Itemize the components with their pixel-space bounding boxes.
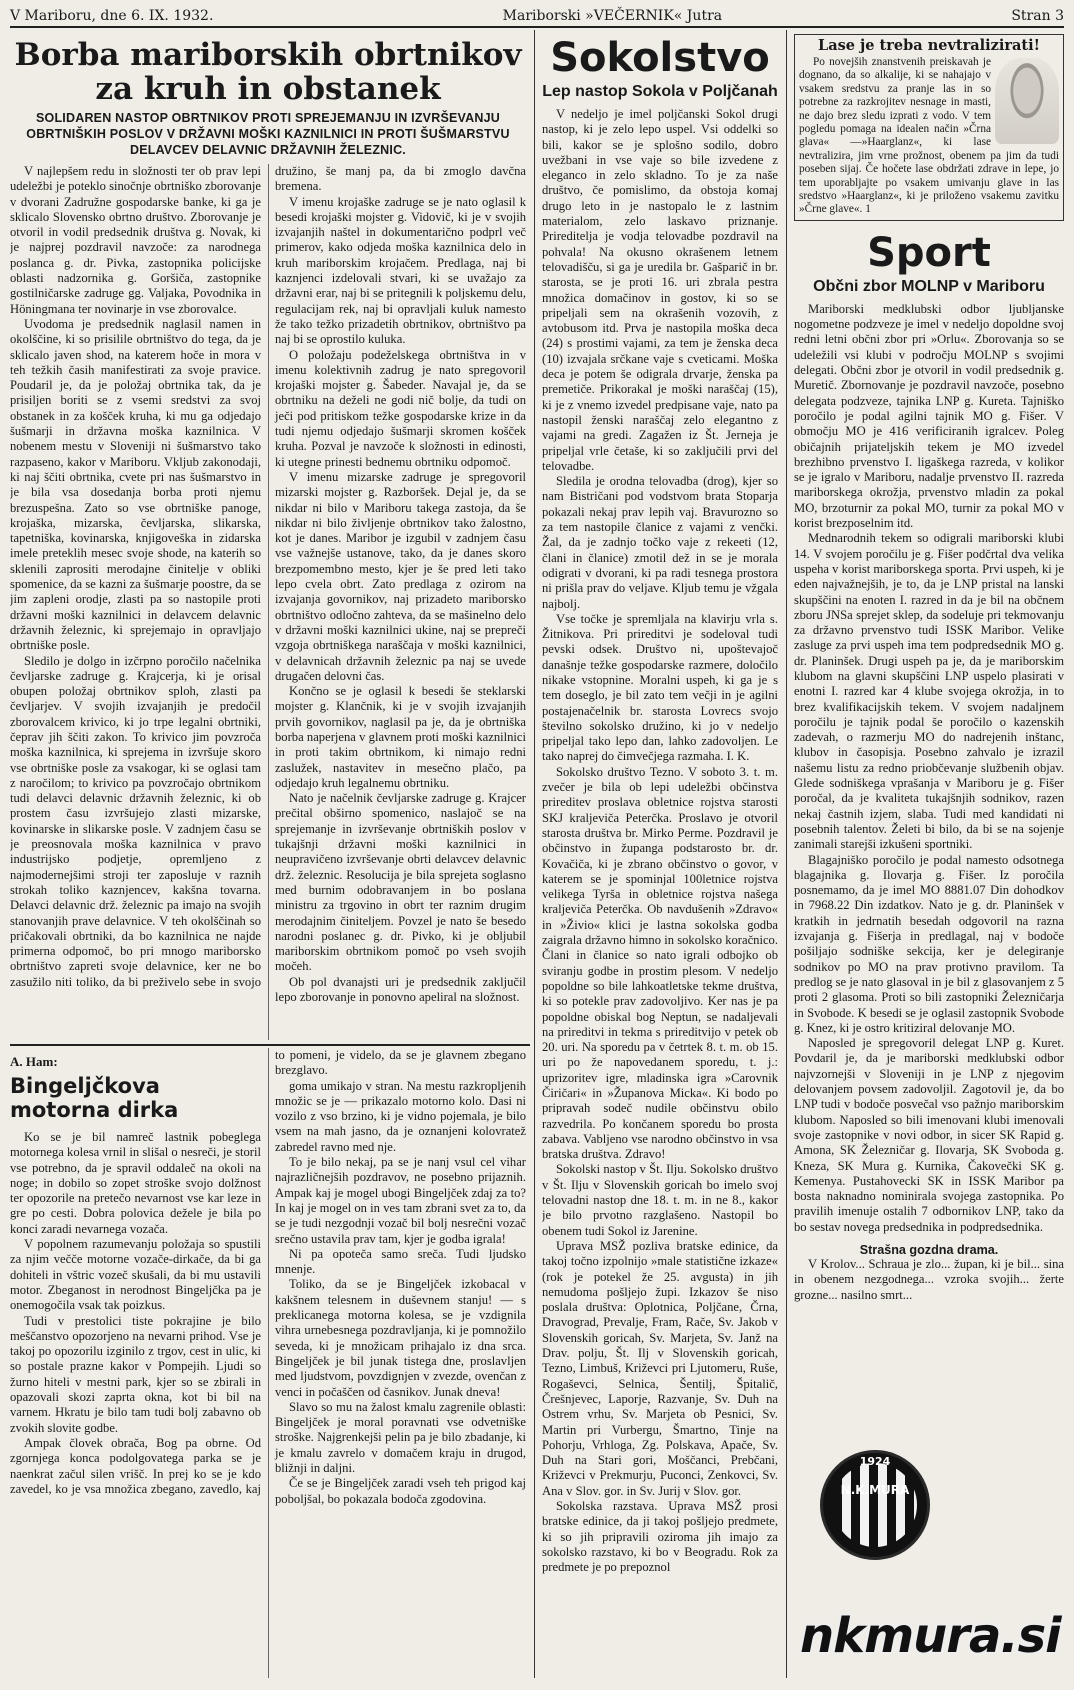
lead-paragraph: V imenu mizarske zadruge je spregovoril mizarski mojster g. Razboršek. Dejal je, da se nikdar ni bilo v Mariboru takega zastoja, da še nikdar ni bilo življenje obrtnikov tako žalostno, kot je danes. Maribor je izgubil v zadnjem času vse važnejše ustanove, tako, da je danes skoro brezpomembno mesto, kjer je še pred leti tako lepo cvela obrt. Zato predlaga z ozirom na izvajanja govornikov, naj prizadeto mariborsko obrtništvo odločno zahteva, da se mašinelno delo v državni moški kaznilnici ukine, naj se prepreči vzgoja obrtniškega naraščaja v moški kaznilnici, v delavnicah državnih železnic pa naj se uvede drugačen delovni čas. <box>275 469 526 683</box>
sport-paragraph: Mednarodnih tekem so odigrali mariborski klubi 14. V svojem poročilu je g. Fišer podčrtal dva velika uspeha v korist mariborskega sporta. Prvi uspeh, ki je eden najvažnejših, je to, da je LNP pristal na lanski skupščini na enoten I. razred in da je bil na občnem zboru JNSa sprejet sklep, da sodeluje pri tekmovanju za državno prvenstvo tudi ISSK Maribor. Velike zasluge za prvi uspeh ima tem podpredsednik MO g. dr. Planinšek. Drugi uspeh pa je, da je mariborskim klubom na glavni skupščini LNP uspelo plasirati v enotni I. razred kar 4 klube svojega okrožja, in to brez kvalifikacijskih tekem. V svojem nadaljnem poročilu je tajnik podal še poročilo o kazenskih zadevah, o razmerju MO do nadrejenih inštanc, klubov in časopisja. Posebno zahvalo je izrazil našemu listu za redno priobčevanje službenih objav. Glede sodniškega vprašanja v Mariboru je g. Fišer poročal, da je kvaliteta tukajšnjih sodnikov, razen nekaj častnih izjem, slaba. Tudi med kandidati ni posebnih talentov. Želeti bi bilo, da bi se na sojenje zanimali starejši izkušeni sportniki. <box>794 531 1064 852</box>
story-paragraph: Ko se je bil namreč lastnik pobeglega motornega kolesa vrnil in slišal o nesreči, je storil vse potrebno, da je spravil oddaleč na okoli na noge; in dobilo so zopet stroške svojo dolžnost ter opozorile na pretečo nevarnost vse kar leze in gre po cesti. Dobra polovica dežele je bila po konci zaradi nevarnega vozača. <box>10 1130 261 1236</box>
lead-paragraph: V imenu krojaške zadruge se je nato oglasil k besedi krojaški mojster g. Vidovič, ki je v svojih izvajanjih naštel in dokumentarično podprl več primerov, kako odjeda moška kaznilnica delo in kruh mariborskim krojačem. Predlaga, naj bi kaznjenci izdelovali stvari, ki se uvažajo za državni erar, naj bi se pritegnili k poljskemu delu, regulacijam rek, naj bi opravljali kuluk namesto že tako težko prizadetih obrtnikov, obrtništvo pa naj bi se oprostilo kuluka. <box>275 194 526 347</box>
lead-body <box>10 164 526 1040</box>
sokolstvo-paragraph: Sledila je orodna telovadba (drog), kjer so nam Bistričani pod vodstvom brata Stoparja pokazali nekaj prav lepih vaj. Bravurozno so za tem nastopile članice z vajami z venčki. Žal, da je zadnjo točko vaje z rekeeti (12, člani in članice) zmotil dež in se je morala odigrati v dvorani, ki pa radi tesnega prostora ni prišla prav do veljave. Kljub temu je vžgala najbolj. <box>542 474 778 611</box>
sokolstvo-subtitle: Lep nastop Sokola v Poljčanah <box>542 83 778 100</box>
advertisement-box <box>794 34 1064 221</box>
sokolstvo-paragraph: Sokolsko društvo Tezno. V soboto 3. t. m. zvečer je bila ob lepi udeležbi občinstva prireditev proslava obletnice rojstva starosti SKJ kraljeviča Peterčka. Proslavo je otvoril starosta društva br. Mirko Perme. Pozdravil je občinstvo in županga podstarosto br. dr. Kovačiča, ki je zbrano občinstvo o govor, v katerem se je spominjal 100letnice rojstva velikega Tyrša in obletnice rojstva našega kraljeviča Peterčka. Ob navdušenih »Zdravo« in »Živio« klici je lastna sokolska godba zaigrala državno himno in sokolsko koračnico. Člani in članice so nato igrali odbojko ob sviranju godbe in prostim plesom. V nedeljo popoldne so bile lahkoatletske tekme društva, ki so potekle prav zadovoljivo. Ker nas je pa popoldne obiskal bog Neptun, se nadaljevali na prireditvi in tekma s prireditvijo v petek ob 20. uri. Na sporedu pa v četrtek 8. t. m. ob 15. uri po že napovedanem sporedu, t. j.: uprizoritev igre, mladinska igra »Carovnik Čiričari« in »Županova Micka«. Ki bodo po pripravah sodeč nudile občinstvu obilo razvedrila. Po končanem sporedu bo prosta zabava. Vabljeno vse narodno občinstvo in vsa bratska društva. Zdravo! <box>542 764 778 1162</box>
sokolstvo-paragraph: V nedeljo je imel poljčanski Sokol drugi nastop, ki je zelo lepo uspel. Vsi oddelki so bili, kakor se je splošno sodilo, dobro uvežbani in vse vaje so bile izvedene z eleganco in zelo skladno. To je za naše društvo, če pomislimo, da obstoja komaj drugo leto in je nastopalo le z lastnim materialom, zelo laskavo priznanje. Prireditelja je vodja telovadbe pozdravil na pohvala! Na okusno okrašenem letnem telovadišču, si ga je uredila br. Gašparič in br. starosta, se je proti 16. uri zbrala pestra množica domačinov in gostov, ki so se pripeljali sem na okrašenih vozovih, z avtobusom itd. Prva je nastopila moška deca (24) s prostimi vajami, za tem je ženska deca (10) izvajala srčkane vaje s cveticami. Moška deca je potem še odigrala drvarje, ženska pa premetiče. Prikorakal je moški naraščaj (15), ki je z vnemo izvedel predpisane vaje, nato pa nastopil ženski naraščaj zelo elegantno z vajami na gredi. Zagažen iz Št. Jerneja je pripeljal vrle četaše, ki so zaključili prvi del telovadbe. <box>542 107 778 473</box>
sokolstvo-paragraph: Sokolska razstava. Uprava MSŽ prosi bratske edinice, da ji takoj pošljejo predmete, ki so jih pripravili oziroma jih imajo za sokolsko razstavo, ki bo v Beogradu. Rok za predmete je po prepoznol <box>542 1499 778 1575</box>
story-paragraph: Toliko, da se je Bingeljček izkobacal v kakšnem telesnem in duševnem stanju! — s preklicanega motorna kolesa, se je vzdignila vihra urnebesnega pozdravljanja, ki je pomnožilo seveda, ki je množicam prihajalo iz dna srca. Bingeljček je bil junak tistega dne, proslavljen med ljudstvom, povzdignjen v zvezde, ovenčan z venci in počaščen od časnikov. Junak dneva! <box>275 1277 526 1399</box>
sokolstvo-title: Sokolstvo <box>550 35 770 81</box>
story-paragraph: Ampak človek obrača, Bog pa obrne. Od zgornjega konca podolgovatega parka se je naenkrat začul silen vrišč. In prej ko se je kdo zavedel, ko je vsa množica zbegano, zavedlo, kaj to pomeni, je videlo, da se je glavnem zbegano brezglavo. <box>10 1048 526 1496</box>
lead-paragraph: Končno se je oglasil k besedi še steklarski mojster g. Klančnik, ki je v svojih izvajanjih prvih govornikov, naglasil pa je, da je obrtniška borba naperjena v glavnem proti moški kaznilnici in proti takim obrtnikom, ki nimajo redni zaslužek, nastavitev in mesečno plačo, pa odjedajo kruh legalnemu obrtniku. <box>275 684 526 790</box>
story-paragraph: Če se je Bingeljček zaradi vseh teh prigod kaj poboljšal, bo pokazala bodoča zgodovina. <box>275 1476 526 1506</box>
lead-paragraph: Nato je načelnik čevljarske zadruge g. Krajcer prečital obširno spomenico, naslajoč se na sprejemanje in izvrševanje obrtniških poslov v tukajšnji državni moški kaznilnici in neupravičeno izvrševanje obrti delavcev delavnic drž. železnic. Resolucija je bila sprejeta soglasno med burnim odobravanjem in bo poslana ministru za trgovino in obrt ter raznim drugim merodajnim činiteljem. Povzel je nato še besedo narodni poslanec g. dr. Pivko, ki je obljubil mariborskim obrtnikom pomoč po vseh svojih močeh. <box>275 791 526 974</box>
sokolstvo-paragraph: Uprava MSŽ pozliva bratske edinice, da takoj točno izpolnijo »male statistične izkaze« (rok je potekel že 25. avgusta) in jih nemudoma pošljejo župi. Izkazov še niso poslala društva: Oplotnica, Poljčane, Črna, Dravograd, Prevalje, Fram, Rače, Sv. Jakob v Slovenskih goricah, Sv. Marjeta, Sv. Janž na Drav. polju, Št. Ilj v Slovenskih goricah, Tezno, Limbuš, Križevci pri Ljutomeru, Ruše, Rogaševci, Selnica, Šentilj, Špitalič, Črešnjevec, Laporje, Razvanje, Sv. Duh na Ostrem vrhu, Sv. Marjeta ob Pesnici, Sv. Martin pri Vurbergu, Šmartno, Tinje na Pohorju, Vrhloga, Zg. Polskava, Apače, Sv. Duh na Stari gori, Moščanci, Prebčani, Križevci v Prekmurju, Puconci, Zenkovci, Sv. Ana v Slov. gor. in Sv. Jurij v Slov. gor. <box>542 1238 778 1498</box>
story-paragraph: Slavo so mu na žalost kmalu zagrenile oblasti: Bingeljček je moral poravnati vse odvetniške stroške. Najgrenkejši pelin pa je bilo zbadanje, ki je kmalu zavrelo v domačem kraju in drugod, bližnji in daljni. <box>275 1399 526 1476</box>
advertisement-text: Po novejših znanstvenih preiskavah je dognano, da so alkalije, ki se nahajajo v vsakem sredstvu za pranje las in so potrebne za razkrojitev nesnage in masti, ne dajo brez sledu izprati z vodo. V tem pogledu pomaga na idealen način »Črna glava« —»Haarglanz«, ki lase nevtralizira, jim vrne prožnost, obenem pa jim da tudi poseben sijaj. Če hočete lase obdržati zdrave in lepe, jo tem uporabljajte po vsakem umivanju glave in las sredstvo »Haarglanz«, ki je priloženo vsakemu zavitku »Črne glave«. 1 <box>799 56 1059 216</box>
sokolstvo-paragraph: Sokolski nastop v Št. Ilju. Sokolsko društvo v Št. Ilju v Slovenskih goricah bo imelo svoj telovadni nastop dne 18. t. m. in ne 8., kakor je bilo prvotno razglašeno. Nastopil bo obenem tudi Sokol iz Jarenine. <box>542 1162 778 1238</box>
story-paragraph: Ni pa opoteča samo sreča. Tudi ljudsko mnenje. <box>275 1246 526 1277</box>
story-title: Bingeljčkova motorna dirka <box>10 1074 179 1122</box>
sokolstvo-paragraph: Vse točke je spremljala na klavirju vrla s. Žitnikova. Pri prireditvi je sodeloval tudi pevski odsek. Društvo ni, upoštevajoč današnje težke gospodarske razmere, določilo nikake vstopnine. Moralni uspeh, ki ga je s tem doseglo, je bil zato tem večji in je agilni postajenačelnik br. starosta Lovrecs svojo številno sokolsko družino, ki jo v nedeljo pripeljal tako lepo dan, lahko zadovoljen. Le tako naprej do čimvečjega razmaha. I. K. <box>542 611 778 764</box>
lead-title: Borba mariborskih obrtnikov za kruh in obstanek <box>14 37 522 107</box>
header-page-number: Stran 3 <box>1011 8 1064 24</box>
story-paragraph: goma umikajo v stran. Na mestu razkropljenih množic se je — prikazalo motorno kolo. Dasi ni vozilo z vso brzino, ki je vidno pojemala, je bilo vsem na mah jasno, da je oznanjeni kolovratež zabredel ravno med nje. <box>275 1078 526 1154</box>
lead-article <box>10 30 526 1040</box>
right-column <box>794 30 1064 1682</box>
site-watermark: nkmura.si <box>800 1608 1061 1664</box>
sokolstvo-section <box>542 30 778 1682</box>
sport-last-text: V Krolov... Schraua je zlo... župan, ki je bil... sina in obenem nezgodnega... vzroka svojih... žerte grozne... nasilno smrt... <box>794 1256 1064 1302</box>
lead-subtitle: SOLIDAREN NASTOP OBRTNIKOV PROTI SPREJEMANJU IN IZVRŠEVANJU OBRTNIŠKIH POSLOV V DRŽAVNI MOŠKI KAZNILNICI IN PROTI ŠUŠMARSTVU DELAVCEV DELAVNIC DRŽAVNIH ŽELEZNIC. <box>26 111 510 157</box>
story-paragraph: To je bilo nekaj, pa se je nanj vsul cel vihar najrazličnejših pozdravov, ne posebno prijaznih. Ampak kaj je mogel ubogi Bingeljček zdaj za to? In kaj je mogel on in ves tam zbrani svet za to, da se je tudi nezgodnji vozač bil bolj nesrečni vozač srečno ustavila prav tam, kjer je godba igrala! <box>275 1155 526 1246</box>
sport-paragraph: Naposled je spregovoril delegat LNP g. Kuret. Povdaril je, da je mariborski medklubski odbor najvzornejši v Sloveniji in je LNP z njegovim delovanjem povsem zadovoljil. Zagotovil je, da bo LNP tudi v bodoče posvečal vso pažnjo mariborskim klubom. Naposled so bili imenovani klubi imenovali svoje zastopnike v novi odbor, in sicer SK Rapid g. Amona, SK Železničar g. Ilovarja, SK Svoboda g. Kneza, SK Mura g. Kurnika, Čakovečki SK g. Kemenya. Pustahovecki SK in ISSK Maribor pa bosta naknadno nominirala svojega zastopnika. Po pravilih imenuje ostalih 7 odbornikov LNP, tako da bo sestav novega predsednika in podpredsednika. <box>794 1036 1064 1234</box>
column-divider <box>534 30 535 1678</box>
advertisement-title: Lase je treba nevtralizirati! <box>818 37 1040 54</box>
header-masthead: Mariborski »VEČERNIK« Jutra <box>502 8 723 24</box>
logo-year: 1924 <box>859 1455 891 1468</box>
column-divider <box>786 30 787 1678</box>
story-article <box>10 1048 526 1680</box>
logo-name: N.K.MURA <box>840 1483 910 1497</box>
header-date: V Mariboru, dne 6. IX. 1932. <box>10 8 214 24</box>
club-logo <box>820 1450 930 1560</box>
lead-paragraph: Ob pol dvanajsti uri je predsednik zaključil lepo zborovanje in ponovno apeliral na složnost. <box>275 974 526 1005</box>
lead-paragraph: Uvodoma je predsednik naglasil namen in okolščine, ki so prisilile obrtništvo do tega, da je sklicalo javen shod, na katerem hoče in mora v teh težkih časih manifestirati za svoje pravice. Poudaril je, da je položaj obrtnika tak, da je prisiljen boriti se z vsemi sredstvi za svoj obstanek in za košček kruha, ki mu ga odjedajo šušmarji in državna moška kaznilnica. V nobenem mestu v Sloveniji ni šušmarstvo tako razpaseno, kakor v Mariboru. Vkljub zakonodaji, ki naj ščiti obrtnika, cvete pri nas šušmarstvo in je bila vsa dosedanja borba proti njemu brezuspešna. Zato so vse obrtniške panoge, krojaška, mizarska, čevljarska, slikarska, tapetniška, kovinarska, knjigoveška in zidarska imele preteklih mesec svoje shode, na katerih so sklenili zaprositi merodajne činitelje v obliki spomenice, da se kazni za šušmarje poostre, da se jim zapleni orodje, zlasti pa so nastopile proti državni moški kaznilnici in delavcem delavnic državnih železnic, ki sprejemajo in opravljajo obrtniške posle. <box>10 316 261 653</box>
sport-last-heading: Strašna gozdna drama. <box>859 1242 999 1257</box>
sport-paragraph: Mariborski medklubski odbor ljubljanske nogometne podzveze je imel v nedeljo dopoldne svoj redni letni občni zbor pri »Orlu«. Zborovanja so se udeležili vsi klubi v področju MOLNP s svojimi delegati. Občni zbor je otvoril in vodil predsednik g. Muretič. Zbornovanje je pozdravil navzoče, posebno delegata podzveze, tajnika LNP g. Kureta. Tajniško poročilo je podal agilni tajnik MO g. Fišer. V območju MO je 416 verificiranih igralcev. Poleg običajnih prijateljskih tekem je MO izvedel brezhibno prvenstvo I. ligaškega razreda, v kolikor se je igralo v Mariboru, nadalje prvenstvo II. razreda mariborskega okrožja, prvenstvo mladin za pokal MO, brzoturnir za pokal MO, turnir za pokal MO v korist brezposelnim itd. <box>794 301 1064 531</box>
portrait-illustration <box>995 58 1059 144</box>
sport-subtitle: Občni zbor MOLNP v Mariboru <box>813 277 1045 295</box>
sport-title: Sport <box>867 229 991 276</box>
lead-paragraph: O položaju podeželskega obrtništva in v imenu kolektivnih zadrug je nato spregovoril krojaški mojster g. Šabeder. Navajal je, da se obrtniku na deželi ne godi nič bolje, da tudi on ječi pod pritiskom težke gospodarske krize in da tudi njemu odjedajo šušmarji skromen košček kruha. Pozval je navzoče k složnosti in edinosti, ki utegne prinesti bednemu obrtniku odpomoč. <box>275 347 526 469</box>
sport-paragraph: Blagajniško poročilo je podal namesto odsotnega blagajnika g. Ilovarja g. Fišer. Iz poročila posnemamo, da je imel MO 8881.07 Din dohodkov in 7968.22 Din izdatkov. Nato je g. dr. Planinšek v kratkih in jedrnatih besedah odgovoril na razna izvajanja g. Fišerja in predlagal, naj v bodoče pošiljajo sodniške sekcija, ker je delegiranje sodnikov po MO na prav protivno pravilom. Ta predlog se je nato glasoval in je bil z glasovanjem z 5 proti 2 glasoma. Proti so bili zastopniki Železničarja in Svobode. K besedi se je oglasil zastopnik Svobode g. Knez, ki je ostro kritiziral delovanje MO. <box>794 852 1064 1035</box>
section-divider <box>10 1044 530 1046</box>
lead-paragraph: V najlepšem redu in složnosti ter ob prav lepi udeležbi je poteklo sinočnje obrtniško zborovanje v dvorani Zadružne gospodarske banke, ki ga je sklicalo Slovensko obrtno društvo. Zborovanje je otvoril in vodil predsednik društva g. Novak, ki je najprej pozdravil navzoče: za narodnega poslanca g. dr. Pivka, zastopnika policijske oblasti nadzornika g. Goršiča, zastopnike gostilničarske zadruge gg. Valjaka, Povodnika in Höningmana ter novinarje in vse zborovalce. <box>10 164 261 316</box>
page-header <box>10 8 1064 28</box>
story-paragraph: V popolnem razumevanju položaja so spustili za njim večče motorne vozače-dirkače, da bi ga dohiteli in vštric vozeč skušali, da bi mu ustavili motor. Zbeganost in nerodnost Bingeljčka pa je onemogočila vsak tak poizkus. <box>10 1237 261 1313</box>
logo-stripes <box>833 1463 917 1547</box>
story-byline: A. Ham: <box>10 1054 58 1069</box>
story-paragraph: Tudi v prestolici tiste pokrajine je bilo meščanstvo opozorjeno na nevarni prihod. Vse je takoj po opozorilu izginilo z trgov, cest in ulic, ki so postale prazne kakor v Pompejih. Ljudi so žurno hiteli v mestni park, kjer so se zbirali in opazovali skozi zaprta okna, kot bi bil na varnem. Hkratu je bilo tam tudi bolj zabavno ob zvokih slovite godbe. <box>10 1313 261 1435</box>
lead-paragraph: Sledilo je dolgo in izčrpno poročilo načelnika čevljarske zadruge g. Krajcerja, ki je orisal obupen položaj obrtnikov sploh, zlasti pa čevljarjev. V svojih izvajanjih je predočil zborovalcem krivico, ki jo trpe legalni obrtniki, čeprav jih ščiti zakon. To krivico jim povzroča moška kaznilnica, ki sprejema in izvršuje skoro vse obrtniške posle za vsakogar, ki se oglasi tam z naročilom; to krivico pa povzročajo obrtnikom tudi delavci delavnic državnih železnic, ki ob prostem času izvršujejo zlasti mizarske, kovinarske in slikarske posle. V zadnjem času se je preosnovala moška kaznilnica v pravo industrijsko podjetje, opremljeno z najmodernejšimi stroji ter zaposluje v raznih strokah toliko kaznjencev, kakšna tovarna. Delavci delavnic drž. železnic pa imajo na svojih stanovanjih prave delavnice. V teh okolščinah so pričakovali obrtniki, da bo kaznilnica ne najde primerna odpomoč, bo pri mnogo mariborsko obrtništvo zapreti svoje delavnice, ker ne bo zasužilo niti toliko, da bi preživelo sebe in svojo družino, še manj pa, da bi zmoglo davčna bremena. <box>10 164 526 989</box>
